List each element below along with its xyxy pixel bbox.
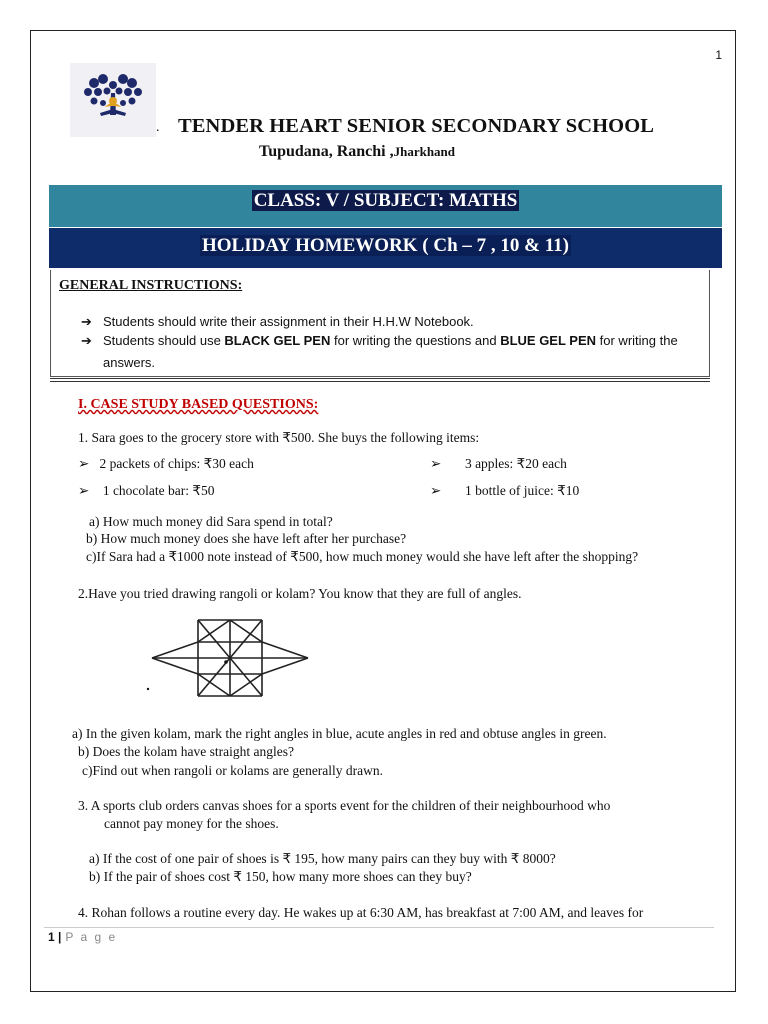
q2-part-b: b) Does the kolam have straight angles? bbox=[78, 744, 294, 759]
q1-stem: 1. Sara goes to the grocery store with ₹500. She buys the following items: bbox=[78, 430, 480, 445]
homework-title: HOLIDAY HOMEWORK ( Ch – 7 , 10 & 11) bbox=[201, 235, 569, 256]
q1-part-b: b) How much money does she have left after her purchase? bbox=[86, 531, 407, 546]
section-title: I. CASE STUDY BASED QUESTIONS: bbox=[78, 397, 319, 412]
page-footer bbox=[48, 930, 117, 944]
arrow-bullet-icon: ➔ bbox=[81, 333, 92, 348]
q1-item bbox=[78, 483, 214, 499]
page-frame bbox=[30, 30, 736, 992]
q1-item bbox=[430, 456, 567, 472]
arrowhead-bullet-icon: ➢ bbox=[430, 483, 442, 498]
blue-gel-pen-text: BLUE GEL PEN bbox=[500, 333, 597, 348]
q1-item bbox=[430, 483, 579, 499]
q3-stem-continued: cannot pay money for the shoes. bbox=[104, 816, 279, 831]
q1-part-c: c)If Sara had a ₹1000 note instead of ₹500, how much money would she have left after the shopping? bbox=[86, 549, 639, 564]
instructions-divider bbox=[50, 378, 710, 382]
q4-stem: 4. Rohan follows a routine every day. He wakes up at 6:30 AM, has breakfast at 7:00 AM, and leaves for bbox=[78, 905, 644, 920]
kolam-figure bbox=[140, 612, 320, 704]
instruction-text-part: for writing the bbox=[596, 333, 678, 348]
instruction-text: Students should write their assignment in their H.H.W Notebook. bbox=[103, 314, 474, 329]
arrowhead-bullet-icon: ➢ bbox=[430, 456, 442, 471]
q1-item-text: 2 packets of chips: ₹30 each bbox=[99, 456, 254, 471]
instruction-text: answers. bbox=[103, 355, 156, 370]
footer-divider bbox=[44, 927, 714, 928]
q2-part-a: a) In the given kolam, mark the right angles in blue, acute angles in red and obtuse angles in green. bbox=[72, 726, 607, 741]
footer-page-number: 1 bbox=[48, 930, 55, 944]
page-number: 1 bbox=[715, 48, 722, 62]
q1-item-text: 3 apples: ₹20 each bbox=[464, 456, 567, 471]
q1-item-text: 1 bottle of juice: ₹10 bbox=[464, 483, 580, 498]
school-address bbox=[259, 143, 455, 161]
black-gel-pen-text: BLACK GEL PEN bbox=[224, 333, 331, 348]
class-subject-text: CLASS: V / SUBJECT: MATHS bbox=[253, 190, 518, 211]
q1-item bbox=[78, 456, 254, 472]
class-subject-band bbox=[49, 185, 722, 227]
instruction-text-part: for writing the questions and bbox=[330, 333, 501, 348]
q1-part-a: a) How much money did Sara spend in total? bbox=[89, 514, 333, 529]
footer-page-label: P a g e bbox=[65, 930, 118, 944]
q1-item-text: 1 chocolate bar: ₹50 bbox=[102, 483, 215, 498]
logo-dot: . bbox=[156, 120, 160, 135]
q3-part-a: a) If the cost of one pair of shoes is ₹ 195, how many pairs can they buy with ₹ 8000? bbox=[89, 851, 556, 866]
address-state: Jharkhand bbox=[393, 144, 456, 159]
tree-heart-icon bbox=[70, 63, 156, 137]
q3-part-b: b) If the pair of shoes cost ₹ 150, how many more shoes can they buy? bbox=[89, 869, 472, 884]
q2-stem: 2.Have you tried drawing rangoli or kolam? You know that they are full of angles. bbox=[78, 586, 522, 601]
footer-separator: | bbox=[54, 930, 62, 944]
arrow-bullet-icon: ➔ bbox=[81, 314, 92, 329]
q3-stem: 3. A sports club orders canvas shoes for a sports event for the children of their neighbourhood who bbox=[78, 798, 611, 813]
instructions-title bbox=[59, 278, 242, 294]
q2-part-c: c)Find out when rangoli or kolams are generally drawn. bbox=[82, 763, 384, 778]
instructions-title-text: GENERAL INSTRUCTIONS bbox=[59, 278, 238, 293]
address-main: Tupudana, Ranchi , bbox=[259, 143, 394, 160]
instruction-text-part: Students should use bbox=[103, 333, 225, 348]
arrowhead-bullet-icon: ➢ bbox=[78, 456, 90, 471]
instructions-box bbox=[50, 270, 710, 377]
arrowhead-bullet-icon: ➢ bbox=[78, 483, 90, 498]
homework-band bbox=[49, 228, 722, 268]
instructions-colon: : bbox=[237, 278, 243, 293]
school-logo bbox=[70, 63, 156, 137]
school-name: TENDER HEART SENIOR SECONDARY SCHOOL bbox=[178, 115, 655, 137]
instruction-text bbox=[103, 331, 703, 350]
